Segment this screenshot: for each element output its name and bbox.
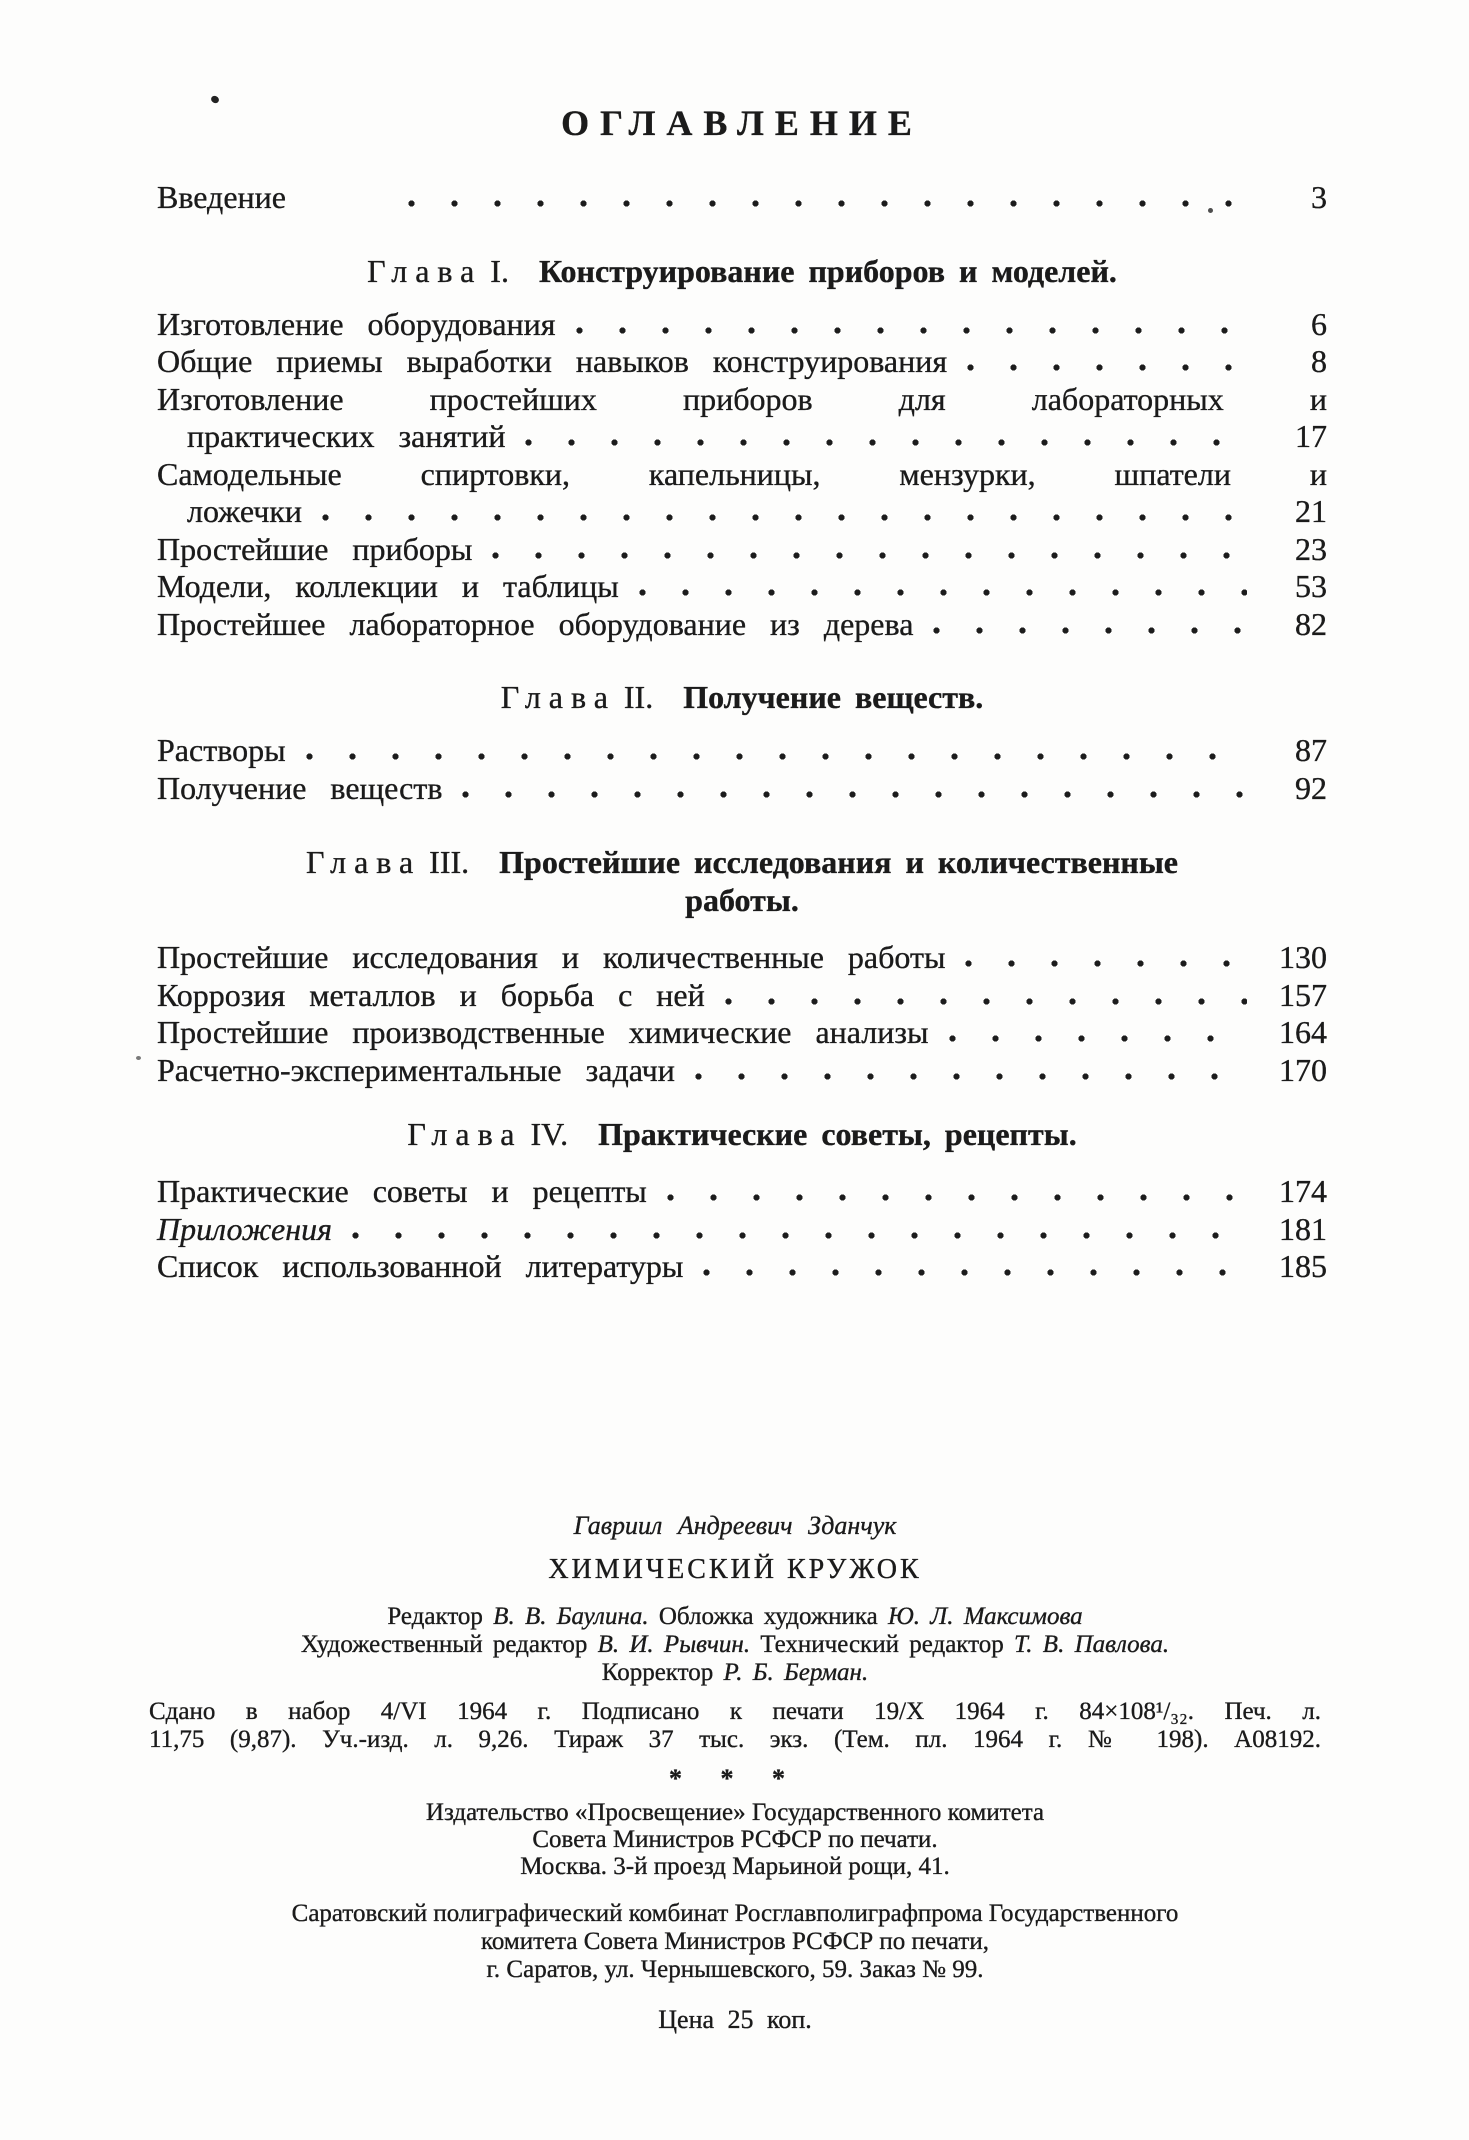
person-name: В. В. Баулина. xyxy=(493,1603,649,1630)
page-number: 157 xyxy=(1279,976,1327,1013)
person-name: Ю. Л. Максимова xyxy=(887,1603,1083,1630)
toc-entry xyxy=(157,1052,1327,1090)
toc-entry-label: Приложения xyxy=(157,1210,332,1247)
toc-entry xyxy=(157,456,1327,531)
toc-entry xyxy=(157,1248,1327,1286)
dot-leader xyxy=(949,1034,1247,1043)
page-number: 164 xyxy=(1279,1014,1327,1050)
toc-entry-line2: ложечки xyxy=(187,493,303,529)
role-label: Художественный редактор xyxy=(300,1631,598,1658)
dot-leader xyxy=(933,626,1247,635)
dot-leader xyxy=(306,752,1247,761)
toc-chapter-heading xyxy=(157,678,1327,716)
toc-entry-label: Простейшие исследования и количественные работы xyxy=(157,939,946,975)
editors-line xyxy=(103,1659,1367,1687)
toc-entry-line1: Изготовление простейших приборов для лабораторных и xyxy=(157,380,1327,417)
dot-leader xyxy=(322,513,1247,522)
publisher-line: Издательство «Просвещение» Государственного комитета xyxy=(425,1799,1045,1826)
page-number: 21 xyxy=(1295,493,1327,529)
page-title: ОГЛАВЛЕНИЕ xyxy=(561,103,923,143)
publisher-line: Совета Министров РСФСР по печати. xyxy=(532,1826,938,1853)
colophon xyxy=(103,1511,1367,2034)
dot-leader xyxy=(462,790,1247,799)
toc-entry xyxy=(157,606,1327,644)
toc-entry xyxy=(157,343,1327,381)
toc-entry-label: Список использованной литературы xyxy=(157,1248,684,1284)
toc-entry xyxy=(157,306,1327,344)
toc-entry xyxy=(157,732,1327,770)
author-name: Гавриил Андреевич Зданчук xyxy=(573,1511,897,1540)
chapter-numeral: II. xyxy=(623,679,654,715)
page-number: 82 xyxy=(1295,605,1327,642)
chapter-title: Конструирование приборов и моделей. xyxy=(538,252,1117,289)
toc-entry-line1: Самодельные спиртовки, капельницы, мензурки, шпатели и xyxy=(157,455,1327,492)
toc-entry xyxy=(157,939,1327,977)
role-label: Обложка художника xyxy=(648,1603,888,1630)
toc-entry-label: Общие приемы выработки навыков конструирования xyxy=(157,343,948,379)
dot-leader xyxy=(965,959,1247,968)
dot-leader xyxy=(525,438,1247,447)
editors-line xyxy=(103,1603,1367,1631)
page-number: 185 xyxy=(1279,1248,1327,1284)
publisher-line: Москва. 3-й проезд Марьиной рощи, 41. xyxy=(520,1853,950,1880)
toc-entry xyxy=(157,531,1327,569)
toc-entry xyxy=(157,568,1327,606)
toc-entry-label: Простейшие приборы xyxy=(157,530,473,567)
page-number: 130 xyxy=(1279,939,1327,975)
role-label: Редактор xyxy=(387,1603,494,1630)
dot-leader xyxy=(408,199,1247,208)
price: Цена 25 коп. xyxy=(658,2005,812,2034)
role-label: Корректор xyxy=(601,1659,724,1686)
dot-leader xyxy=(576,326,1247,335)
chapter-label: Глава xyxy=(500,679,616,715)
publisher-block xyxy=(103,1799,1367,1880)
page-number: 53 xyxy=(1295,568,1327,604)
chapter-label: Глава xyxy=(367,252,483,289)
chapter-label: Глава xyxy=(306,844,422,880)
page-number: 17 xyxy=(1295,418,1327,454)
page-number: 87 xyxy=(1295,732,1327,768)
book-title: ХИМИЧЕСКИЙ КРУЖОК xyxy=(548,1554,922,1585)
page-number: 174 xyxy=(1279,1173,1327,1209)
printer-line: комитета Совета Министров РСФСР по печати, xyxy=(481,1928,989,1955)
dot-leader xyxy=(967,363,1247,372)
page-number: 170 xyxy=(1279,1051,1327,1088)
toc-entry xyxy=(157,1173,1327,1211)
dot-leader xyxy=(352,1231,1247,1240)
toc-entry xyxy=(157,381,1327,456)
chapter-numeral: III. xyxy=(429,844,470,880)
toc-chapter-heading xyxy=(157,843,1327,919)
print-info-block xyxy=(103,1698,1367,1754)
chapter-label: Глава xyxy=(407,1116,523,1152)
role-label: Технический редактор xyxy=(750,1631,1014,1658)
toc-entry-label: Практические советы и рецепты xyxy=(157,1173,647,1209)
ink-speck xyxy=(136,1056,141,1060)
table-of-contents xyxy=(157,103,1327,1286)
person-name: В. И. Рывчин. xyxy=(597,1631,751,1658)
dot-leader xyxy=(492,551,1247,560)
toc-entry-label: Введение xyxy=(157,179,286,215)
toc-entry-label: Модели, коллекции и таблицы xyxy=(157,568,619,604)
print-info-line: 11,75 (9,87). Уч.-изд. л. 9,26. Тираж 37 тыс. экз. (Тем. пл. 1964 г. № 198). А08192. xyxy=(149,1726,1321,1753)
section-separator: * * * xyxy=(669,1764,801,1793)
page-number: 6 xyxy=(1311,305,1327,342)
printer-line: г. Саратов, ул. Чернышевского, 59. Заказ № 99. xyxy=(486,1956,984,1983)
toc-entry-label: Изготовление оборудования xyxy=(157,305,556,342)
chapter-numeral: I. xyxy=(490,252,509,289)
toc-entry xyxy=(157,770,1327,808)
toc-entry-label: Растворы xyxy=(157,732,286,768)
chapter-numeral: IV. xyxy=(530,1116,569,1152)
dot-leader xyxy=(725,997,1247,1006)
chapter-title: Получение веществ. xyxy=(683,679,984,715)
toc-entry-label: Простейшие производственные химические анализы xyxy=(157,1014,929,1050)
toc-entry xyxy=(157,179,1327,217)
page-number: 23 xyxy=(1295,530,1327,567)
toc-chapter-heading xyxy=(157,1115,1327,1153)
toc-entry-label: Коррозия металлов и борьба с ней xyxy=(157,976,705,1013)
dot-leader xyxy=(639,588,1247,597)
printer-line: Саратовский полиграфический комбинат Росглавполиграфпрома Государственного xyxy=(291,1900,1179,1927)
chapter-title: Практические советы, рецепты. xyxy=(598,1116,1077,1152)
print-info-line: Сдано в набор 4/VI 1964 г. Подписано к печати 19/X 1964 г. 84×108¹/₃₂. Печ. л. xyxy=(149,1698,1321,1725)
chapter-title-line2: работы. xyxy=(685,882,799,918)
editors-block xyxy=(103,1603,1367,1687)
dot-leader xyxy=(703,1268,1247,1277)
dot-leader xyxy=(667,1193,1247,1202)
printer-block xyxy=(103,1900,1367,1984)
page-number: 3 xyxy=(1311,179,1327,215)
toc-entry-label: Получение веществ xyxy=(157,769,443,806)
page-number: 92 xyxy=(1295,769,1327,806)
dot-leader xyxy=(695,1072,1247,1081)
page-number: 8 xyxy=(1311,343,1327,379)
page-number: 181 xyxy=(1279,1210,1327,1247)
person-name: Т. В. Павлова. xyxy=(1013,1631,1170,1658)
toc-entry-label: Простейшее лабораторное оборудование из дерева xyxy=(157,605,914,642)
toc-entry xyxy=(157,1014,1327,1052)
person-name: Р. Б. Берман. xyxy=(723,1659,869,1686)
toc-entry-label: Расчетно-экспериментальные задачи xyxy=(157,1051,675,1088)
chapter-title: Простейшие исследования и количественные xyxy=(499,844,1178,880)
toc-chapter-heading xyxy=(157,252,1327,290)
toc-entry xyxy=(157,977,1327,1015)
toc-entry xyxy=(157,1211,1327,1249)
editors-line xyxy=(103,1631,1367,1659)
toc-entry-line2: практических занятий xyxy=(187,418,506,454)
